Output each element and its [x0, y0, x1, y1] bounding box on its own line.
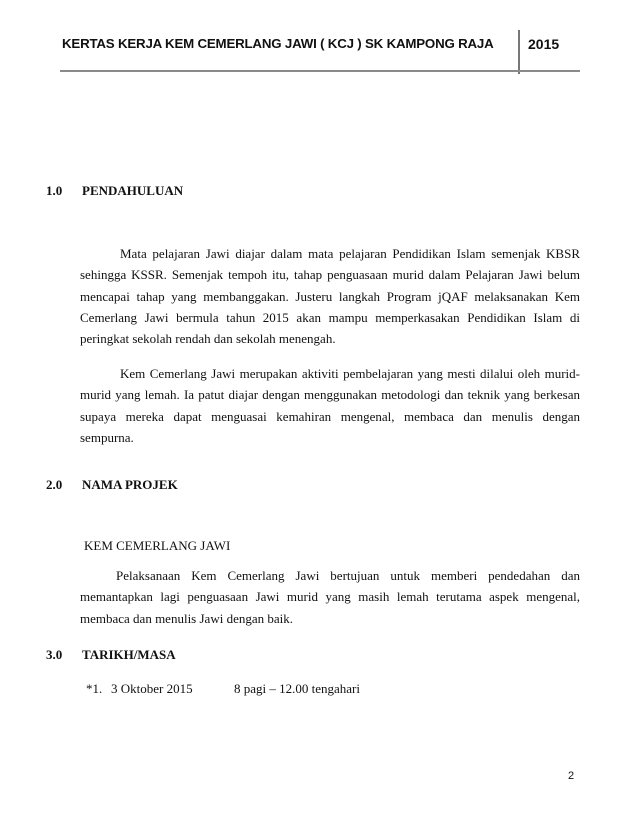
section-1-number: 1.0 [46, 183, 63, 198]
document-header-year: 2015 [528, 36, 560, 52]
section-2-title: NAMA PROJEK [82, 477, 178, 492]
section-3-title: TARIKH/MASA [82, 647, 176, 662]
section-2-paragraph-1: Pelaksanaan Kem Cemerlang Jawi bertujuan untuk memberi pendedahan dan memantapkan lagi penguasaan Jawi murid yang masih lemah terutama aspek mengenal, membaca dan menulis Jawi dengan baik. [80, 568, 580, 626]
section-1-paragraph-2: Kem Cemerlang Jawi merupakan aktiviti pembelajaran yang mesti dilalui oleh murid-murid yang lemah. Ia patut diajar dengan menggunakan metodologi dan teknik yang berkesan supaya mereka dapat menguasai kemahiran mengenal, membaca dan menulis dengan sempurna. [80, 366, 580, 445]
schedule-item-time: 8 pagi – 12.00 tengahari [234, 681, 360, 696]
document-header-title: KERTAS KERJA KEM CEMERLANG JAWI ( KCJ ) SK KAMPONG RAJA [62, 36, 494, 51]
project-name: KEM CEMERLANG JAWI [84, 538, 231, 553]
section-3-number: 3.0 [46, 647, 63, 662]
schedule-item-date: 3 Oktober 2015 [111, 681, 193, 696]
schedule-item-label: *1. [86, 681, 103, 696]
page-number: 2 [568, 770, 575, 782]
header-divider-vertical [518, 30, 520, 74]
section-1-title: PENDAHULUAN [82, 183, 184, 198]
section-2-number: 2.0 [46, 477, 63, 492]
section-1-paragraph-1: Mata pelajaran Jawi diajar dalam mata pelajaran Pendidikan Islam semenjak KBSR sehingga KSSR. Semenjak tempoh itu, tahap penguasaan murid dalam Pelajaran Jawi belum mencapai tahap yang membanggakan. Justeru langkah Program jQAF melaksanakan Kem Cemerlang Jawi bermula tahun 2015 akan mampu memperkasakan Pendidikan Islam di peringkat sekolah rendah dan sekolah menengah. [80, 246, 580, 347]
header-divider-horizontal [60, 70, 580, 72]
